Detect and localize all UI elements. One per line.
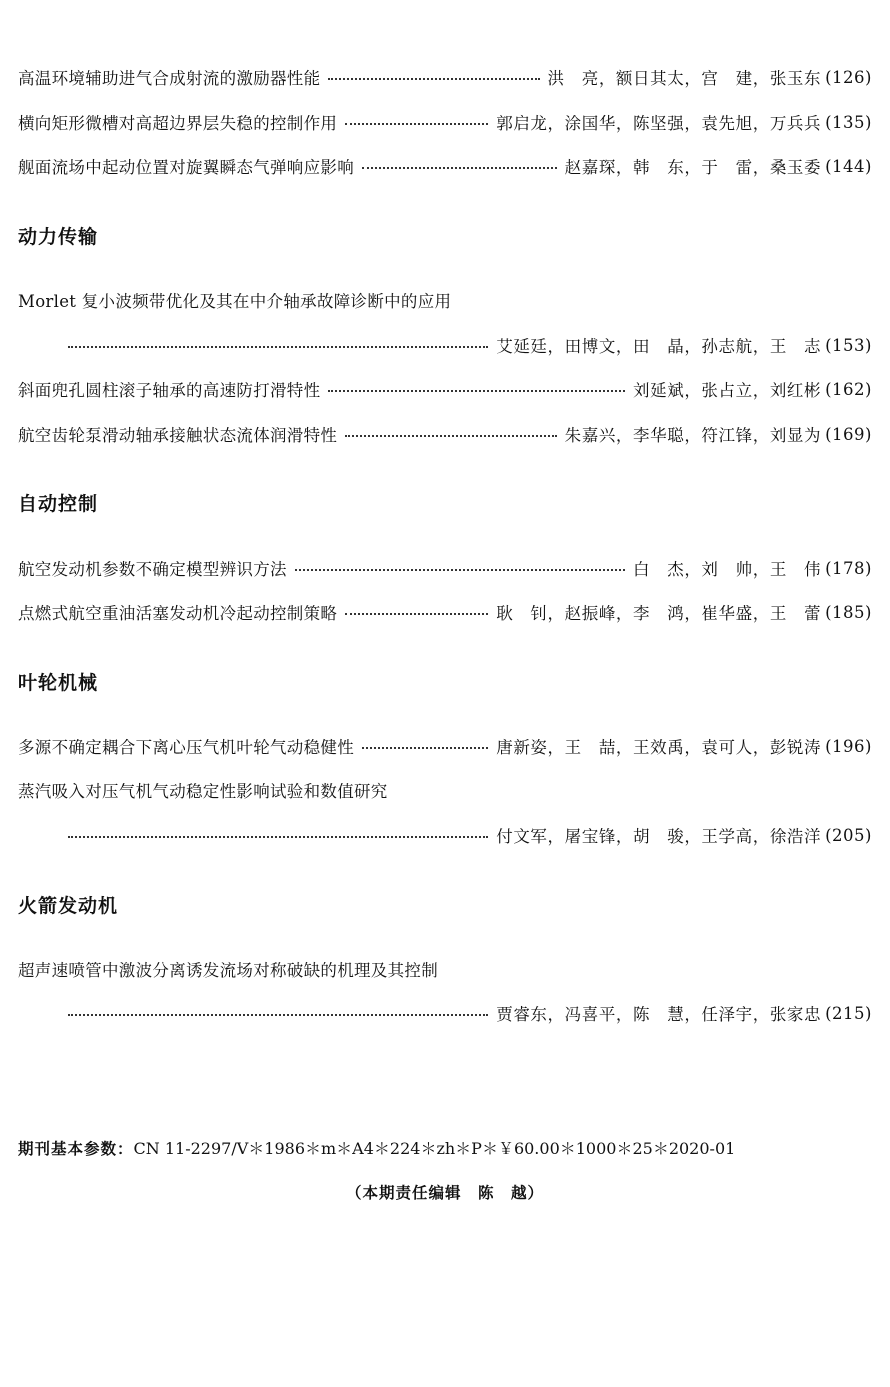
dot-leader bbox=[345, 123, 488, 125]
article-authors: 唐新姿，王 喆，王效禹，袁可人，彭锐涛 bbox=[496, 738, 822, 757]
article-title: Morlet 复小波频带优化及其在中介轴承故障诊断中的应用 bbox=[18, 292, 452, 311]
article-authors: 朱嘉兴，李华聪，符江锋，刘显为 bbox=[564, 426, 822, 445]
toc-entry-title-line[interactable] bbox=[18, 287, 872, 313]
article-title: 多源不确定耦合下离心压气机叶轮气动稳健性 bbox=[18, 738, 354, 757]
toc-entry[interactable] bbox=[18, 421, 872, 447]
responsible-editor: （本期责任编辑 陈 越） bbox=[345, 1184, 544, 1202]
journal-parameters bbox=[18, 1136, 735, 1159]
page-number: (153) bbox=[825, 335, 872, 355]
dot-leader bbox=[362, 167, 557, 169]
article-title: 超声速喷管中激波分离诱发流场对称破缺的机理及其控制 bbox=[18, 961, 438, 980]
dot-leader bbox=[362, 747, 488, 749]
article-authors: 白 杰，刘 帅，王 伟 bbox=[633, 560, 822, 579]
article-title: 斜面兜孔圆柱滚子轴承的高速防打滑特性 bbox=[18, 381, 321, 400]
article-authors: 郭启龙，涂国华，陈坚强，袁先旭，万兵兵 bbox=[496, 114, 822, 133]
article-authors: 洪 亮，额日其太，宫 建，张玉东 bbox=[547, 69, 822, 88]
dot-leader bbox=[328, 78, 539, 80]
toc-entry-continuation[interactable] bbox=[68, 822, 872, 848]
article-authors: 耿 钊，赵振峰，李 鸿，崔华盛，王 蕾 bbox=[496, 604, 822, 623]
article-title: 航空发动机参数不确定模型辨识方法 bbox=[18, 560, 287, 579]
toc-entry[interactable] bbox=[18, 599, 872, 625]
toc-entry[interactable] bbox=[18, 64, 872, 90]
toc-entry[interactable] bbox=[18, 733, 872, 759]
section-heading: 动力传输 bbox=[18, 226, 99, 248]
article-authors: 刘延斌，张占立，刘红彬 bbox=[633, 381, 822, 400]
page-number: (162) bbox=[825, 379, 872, 399]
toc-entry-title-line[interactable] bbox=[18, 956, 872, 982]
page-number: (215) bbox=[825, 1003, 872, 1023]
dot-leader bbox=[345, 613, 488, 615]
dot-leader bbox=[68, 1014, 488, 1016]
page-number: (169) bbox=[825, 424, 872, 444]
article-title: 高温环境辅助进气合成射流的激励器性能 bbox=[18, 69, 321, 88]
journal-parameters-label: 期刊基本参数： bbox=[18, 1140, 134, 1158]
section-heading: 自动控制 bbox=[18, 493, 99, 515]
article-authors: 贾睿东，冯喜平，陈 慧，任泽宇，张家忠 bbox=[496, 1005, 822, 1024]
dot-leader bbox=[68, 836, 488, 838]
toc-entry-continuation[interactable] bbox=[68, 332, 872, 358]
article-authors: 付文军，屠宝锋，胡 骏，王学高，徐浩洋 bbox=[496, 827, 822, 846]
section-heading: 火箭发动机 bbox=[18, 895, 119, 917]
toc-entry[interactable] bbox=[18, 109, 872, 135]
toc-entry[interactable] bbox=[18, 555, 872, 581]
page-number: (126) bbox=[825, 67, 872, 87]
dot-leader bbox=[68, 346, 488, 348]
toc-entry-continuation[interactable] bbox=[68, 1000, 872, 1026]
journal-parameters-value: CN 11-2297/V＊1986＊m＊A4＊224＊zh＊P＊￥60.00＊1000＊25＊2020-01 bbox=[133, 1139, 736, 1158]
dot-leader bbox=[345, 435, 556, 437]
page-number: (178) bbox=[825, 558, 872, 578]
page-number: (196) bbox=[825, 736, 872, 756]
article-title: 蒸汽吸入对压气机气动稳定性影响试验和数值研究 bbox=[18, 782, 388, 801]
page-number: (185) bbox=[825, 602, 872, 622]
article-authors: 赵嘉琛，韩 东，于 雷，桑玉委 bbox=[564, 158, 822, 177]
toc-entry[interactable] bbox=[18, 153, 872, 179]
toc-entry[interactable] bbox=[18, 376, 872, 402]
page-number: (135) bbox=[825, 112, 872, 132]
dot-leader bbox=[328, 390, 625, 392]
article-title: 舰面流场中起动位置对旋翼瞬态气弹响应影响 bbox=[18, 158, 354, 177]
page-number: (205) bbox=[825, 825, 872, 845]
article-title: 横向矩形微槽对高超边界层失稳的控制作用 bbox=[18, 114, 338, 133]
page-number: (144) bbox=[825, 156, 872, 176]
article-title: 航空齿轮泵滑动轴承接触状态流体润滑特性 bbox=[18, 426, 338, 445]
article-title: 点燃式航空重油活塞发动机冷起动控制策略 bbox=[18, 604, 338, 623]
section-heading: 叶轮机械 bbox=[18, 672, 99, 694]
article-authors: 艾延廷，田博文，田 晶，孙志航，王 志 bbox=[496, 337, 822, 356]
dot-leader bbox=[295, 569, 625, 571]
toc-entry-title-line[interactable] bbox=[18, 777, 872, 803]
